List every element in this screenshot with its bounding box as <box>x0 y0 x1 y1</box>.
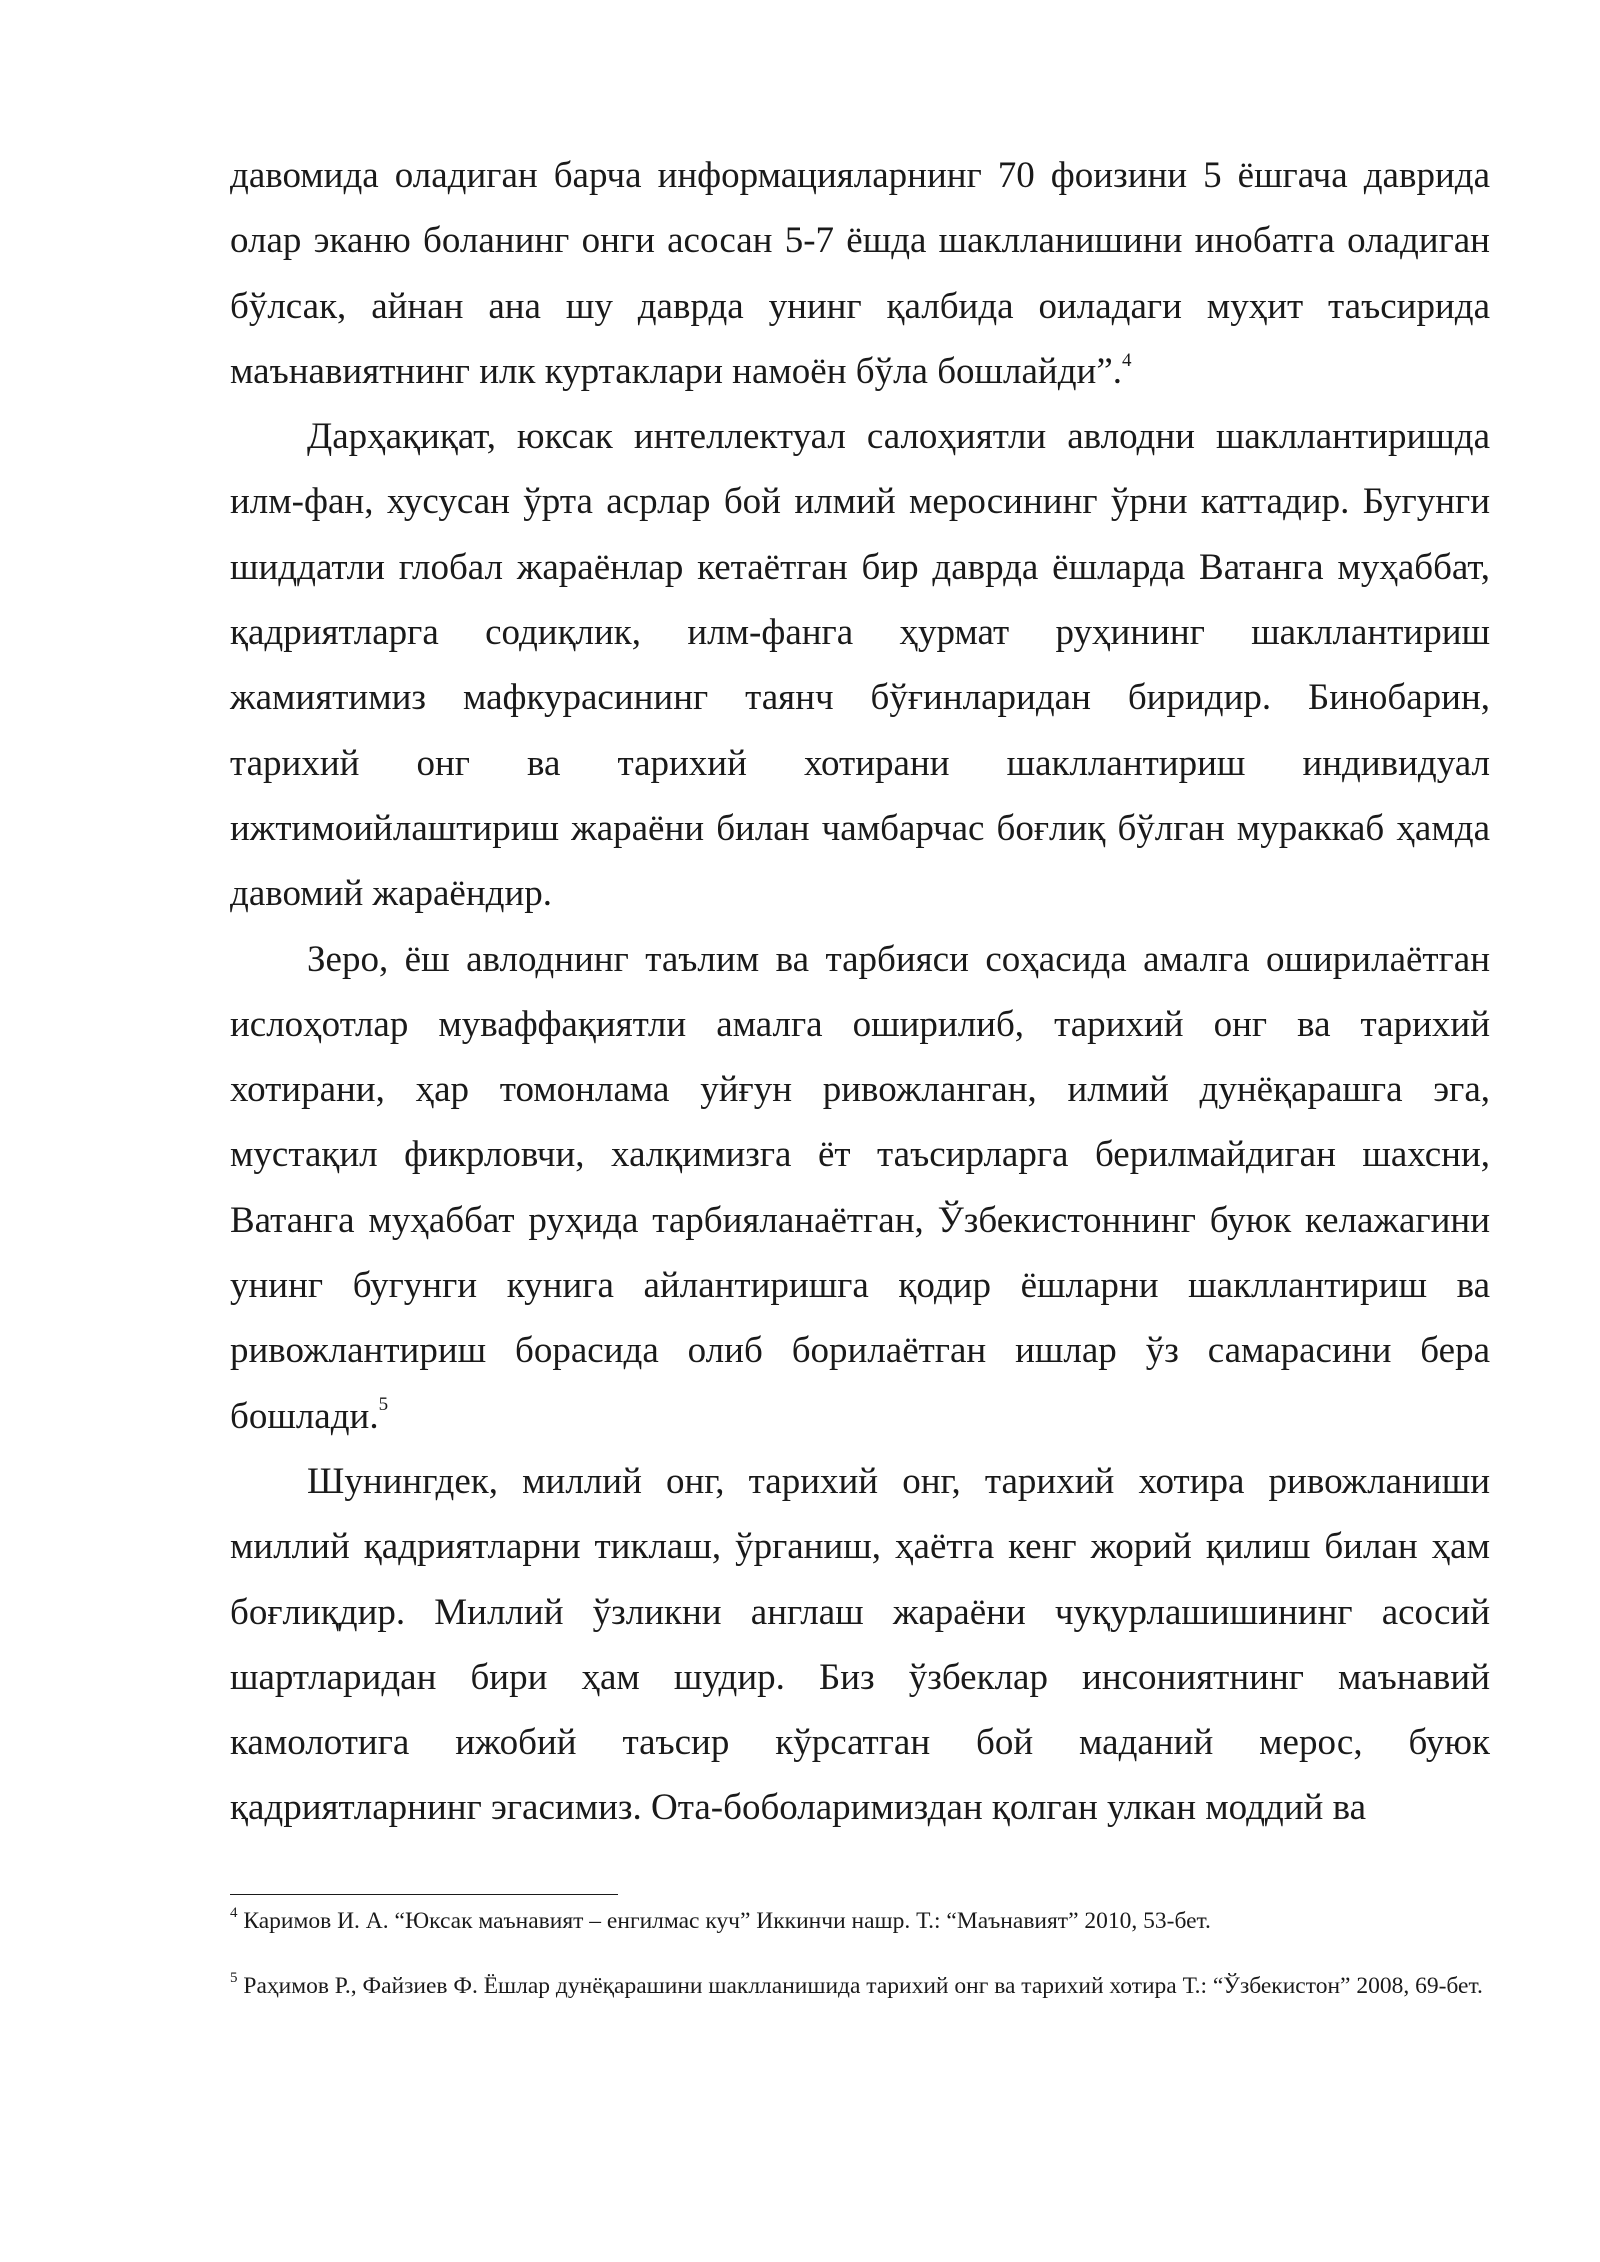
footnote-number: 5 <box>230 1970 238 1987</box>
footnote-ref-5[interactable]: 5 <box>378 1394 389 1416</box>
footnotes <box>230 1897 1490 2010</box>
footnote-ref-4[interactable]: 4 <box>1122 349 1132 371</box>
paragraph-4 <box>230 1449 1490 1841</box>
body-text <box>230 143 1490 1841</box>
paragraph-3-text: Зеро, ёш авлоднинг таълим ва тарбияси соҳасида амалга оширилаётган ислоҳотлар муваффақиятли амалга оширилиб, тарихий онг ва тарихий хотирани, ҳар томонлама уйғун ривожланган, илмий дунёқарашга эга, мустақил фикрловчи, халқимизга ёт таъсирларга берилмайдиган шахсни, Ватанга муҳаббат руҳида тарбияланаётган, Ўзбекистоннинг буюк келажагини унинг бугунги кунига айлантиришга қодир ёшларни шакллантириш ва ривожлантириш борасида олиб борилаётган ишлар ўз самарасини бера бошлади. <box>230 938 1490 1437</box>
footnote-5 <box>230 1962 1490 2010</box>
footnote-4 <box>230 1897 1490 1945</box>
footnote-text: Каримов И. А. “Юксак маънавият – енгилмас куч” Иккинчи нашр. Т.: “Маънавият” 2010, 53-бет. <box>237 1908 1211 1934</box>
paragraph-1 <box>230 143 1490 404</box>
paragraph-2 <box>230 404 1490 926</box>
paragraph-2-text: Дарҳақиқат, юксак интеллектуал салоҳиятли авлодни шакллантиришда илм-фан, хусусан ўрта асрлар бой илмий меросининг ўрни каттадир. Бугунги шиддатли глобал жараёнлар кетаётган бир даврда ёшларда Ватанга муҳаббат, қадриятларга содиқлик, илм-фанга ҳурмат руҳининг шакллантириш жамиятимиз мафкурасининг таянч бўғинларидан биридир. Бинобарин, тарихий онг ва тарихий хотирани шакллантириш индивидуал ижтимоийлаштириш жараёни билан чамбарчас боғлиқ бўлган мураккаб ҳамда давомий жараёндир. <box>230 416 1490 915</box>
footnote-separator <box>230 1894 618 1895</box>
paragraph-3 <box>230 927 1490 1449</box>
paragraph-4-text: Шунингдек, миллий онг, тарихий онг, тарихий хотира ривожланиши миллий қадриятларни тиклаш, ўрганиш, ҳаётга кенг жорий қилиш билан ҳам боғлиқдир. Миллий ўзликни англаш жараёни чуқурлашишининг асосий шартларидан бири ҳам шудир. Биз ўзбеклар инсониятнинг маънавий камолотига ижобий таъсир кўрсатган бой маданий мерос, буюк қадриятларнинг эгасимиз. Ота-боболаримиздан қолган улкан моддий ва <box>230 1460 1490 1829</box>
paragraph-1-text: давомида оладиган барча информацияларнинг 70 фоизини 5 ёшгача даврида олар эканю боланинг онги асосан 5-7 ёшда шаклланишини инобатга оладиган бўлсак, айнан ана шу даврда унинг қалбида оиладаги муҳит таъсирида маънавиятнинг илк куртаклари намоён бўла бошлайди”. <box>230 155 1490 392</box>
footnote-number: 4 <box>230 1905 238 1922</box>
footnote-text: Раҳимов Р., Файзиев Ф. Ёшлар дунёқарашини шаклланишида тарихий онг ва тарихий хотира Т.: “Ўзбекистон” 2008, 69-бет. <box>237 1973 1483 1999</box>
